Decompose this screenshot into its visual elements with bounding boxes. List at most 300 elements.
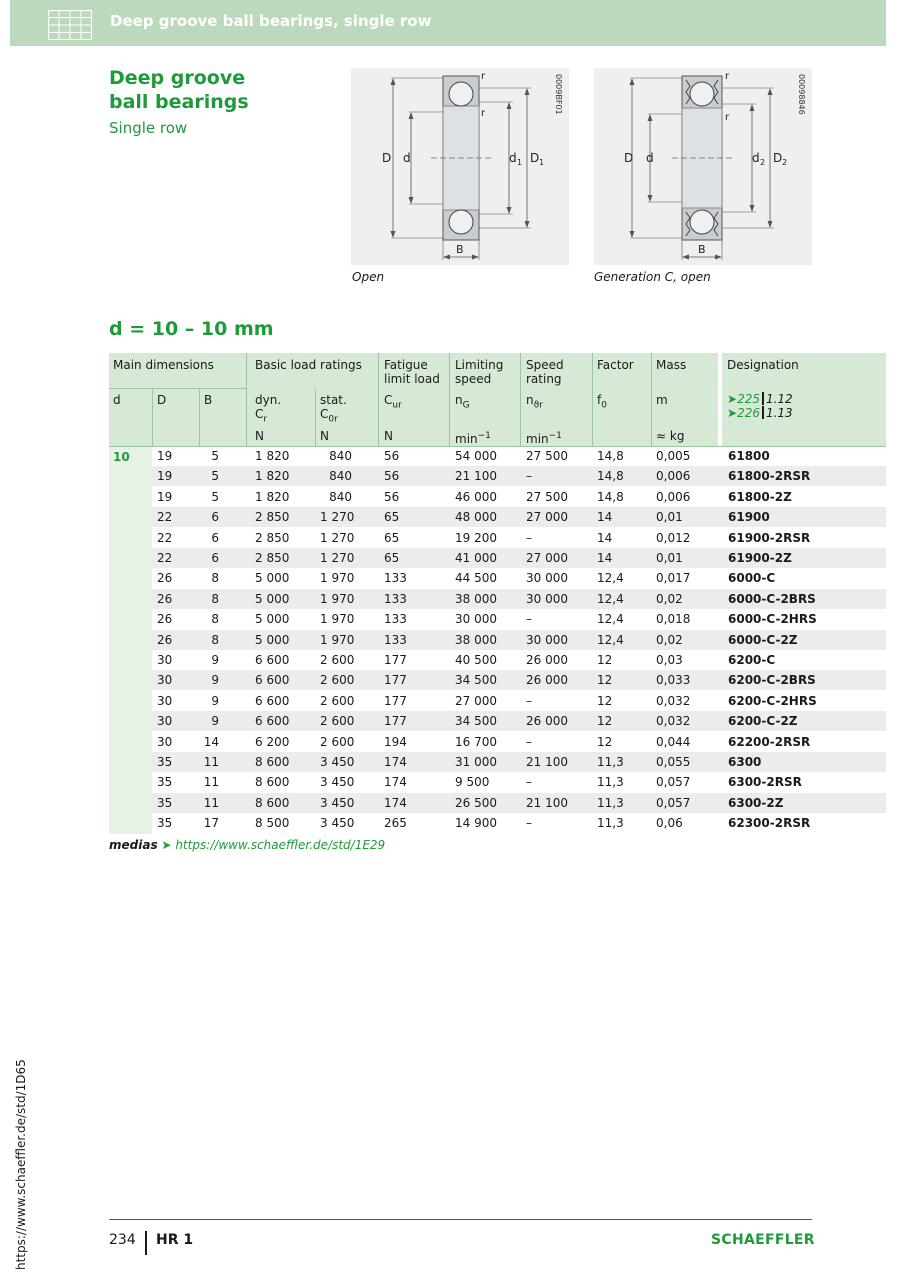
unit-limiting-exp: −1: [477, 431, 491, 441]
cell-D: 30: [157, 734, 173, 749]
cell-B: 11: [203, 795, 219, 810]
symbol-nG-sub: G: [462, 400, 470, 411]
dim-B-label: B: [456, 243, 464, 256]
cell-B: 11: [203, 775, 219, 790]
footer-rule: [109, 1219, 812, 1220]
col-divider: [592, 353, 593, 446]
cell-C0r: 840: [329, 489, 352, 504]
designation-refs: [727, 392, 793, 420]
cell-nr: 30 000: [526, 591, 568, 606]
figure-code: 00098846: [797, 74, 806, 115]
cell-f0: 11,3: [597, 755, 624, 769]
table-row: [152, 528, 886, 548]
cell-f0: 12: [597, 653, 613, 667]
cell-Cur: 56: [384, 489, 400, 504]
cell-C0r: 1 970: [320, 591, 355, 606]
cell-Cur: 177: [384, 653, 407, 667]
cell-B: 17: [203, 816, 219, 831]
header-limiting-speed: [455, 358, 503, 386]
cell-Cur: 133: [384, 591, 407, 606]
dim-B-label: B: [698, 243, 706, 256]
symbol-f0: [597, 393, 607, 412]
table-row: [152, 813, 886, 833]
symbol-nr-sub: ϑr: [533, 400, 543, 411]
cell-C0r: 1 970: [320, 612, 355, 627]
medias-link[interactable]: [109, 838, 385, 852]
cell-D: 19: [157, 489, 173, 504]
cell-D: 22: [157, 530, 173, 545]
header-mass: Mass: [656, 358, 687, 372]
cell-Cur: 194: [384, 734, 407, 749]
header-basic-load-ratings: Basic load ratings: [255, 358, 362, 372]
cell-B: 8: [211, 571, 219, 586]
cell-nG: 46 000: [455, 489, 497, 504]
header-speed-rating: [526, 358, 564, 386]
cell-C0r: 1 270: [320, 530, 355, 545]
cell-designation: 6000-C-2Z: [728, 632, 798, 647]
table-row: [152, 691, 886, 711]
cell-designation: 6300-2Z: [728, 795, 784, 810]
cell-B: 8: [211, 591, 219, 606]
cell-nr: –: [526, 612, 532, 627]
cell-Cr: 2 850: [255, 551, 290, 565]
cell-f0: 14: [597, 551, 613, 565]
table-row: [152, 630, 886, 650]
header-bar: [10, 0, 886, 46]
cell-nG: 9 500: [455, 775, 490, 790]
cell-nG: 30 000: [455, 612, 497, 627]
header-speed-line1: Speed: [526, 358, 564, 372]
arrow-right-icon: ➤: [161, 838, 172, 852]
cell-mass: 0,006: [656, 469, 691, 484]
cell-C0r: 3 450: [320, 755, 355, 769]
cell-C0r: 2 600: [320, 714, 355, 729]
cell-C0r: 3 450: [320, 775, 355, 790]
table-row: [152, 487, 886, 507]
cell-Cr: 5 000: [255, 591, 290, 606]
cell-Cr: 8 500: [255, 816, 290, 831]
cell-C0r: 1 970: [320, 571, 355, 586]
cell-D: 19: [157, 469, 173, 484]
table-row: [152, 650, 886, 670]
unit-speed-main: min: [526, 432, 549, 446]
symbol-stat-label: stat.: [320, 393, 347, 407]
cell-nG: 34 500: [455, 673, 497, 688]
cell-Cur: 174: [384, 755, 407, 769]
cell-f0: 12,4: [597, 632, 624, 647]
cell-designation: 6200-C: [728, 653, 776, 667]
cell-Cur: 177: [384, 673, 407, 688]
cell-mass: 0,033: [656, 673, 691, 688]
cell-B: 14: [203, 734, 219, 749]
product-title: [109, 66, 249, 114]
header-fatigue-limit-load: [384, 358, 440, 386]
cell-nG: 38 000: [455, 632, 497, 647]
header-limiting-line1: Limiting: [455, 358, 504, 372]
cell-nr: –: [526, 530, 532, 545]
cell-mass: 0,005: [656, 449, 691, 463]
cell-Cr: 5 000: [255, 632, 290, 647]
page-number: 234: [109, 1232, 136, 1248]
cell-Cur: 56: [384, 449, 400, 463]
figure-caption: Generation C, open: [594, 270, 711, 284]
dim-D2-label: D: [773, 151, 783, 165]
dim-D-label: D: [624, 151, 634, 165]
dim-r-label: r: [725, 71, 730, 82]
cell-Cur: 177: [384, 693, 407, 708]
col-divider: [449, 353, 450, 446]
cell-nr: 27 500: [526, 449, 568, 463]
side-url[interactable]: https://www.schaeffler.de/std/1D65: [14, 1059, 28, 1270]
cell-designation: 6000-C: [728, 571, 776, 586]
unit-speed-exp: −1: [548, 431, 562, 441]
unit-limiting-main: min: [455, 432, 478, 446]
figure-code: 0009BF01: [554, 74, 563, 115]
cell-D: 35: [157, 795, 173, 810]
cell-B: 11: [203, 755, 219, 769]
cell-designation: 6000-C-2HRS: [728, 612, 817, 627]
brand-logo: SCHAEFFLER: [711, 1232, 815, 1248]
cell-nG: 19 200: [455, 530, 497, 545]
cell-f0: 12: [597, 734, 613, 749]
symbol-Cur: [384, 393, 402, 412]
cell-designation: 6000-C-2BRS: [728, 591, 816, 606]
cell-f0: 14: [597, 530, 613, 545]
dim-d2-label: d: [752, 151, 760, 165]
cell-mass: 0,012: [656, 530, 691, 545]
cell-Cur: 133: [384, 571, 407, 586]
unit-fatigue: N: [384, 429, 393, 443]
cell-C0r: 3 450: [320, 795, 355, 810]
cell-nr: 26 000: [526, 714, 568, 729]
cell-C0r: 1 270: [320, 510, 355, 525]
cell-C0r: 840: [329, 469, 352, 484]
table-row: [152, 670, 886, 690]
cell-D: 30: [157, 714, 173, 729]
cell-mass: 0,044: [656, 734, 691, 749]
cell-nG: 16 700: [455, 734, 497, 749]
cell-mass: 0,018: [656, 612, 691, 627]
dim-D1-label: D: [530, 151, 540, 165]
cell-C0r: 1 970: [320, 632, 355, 647]
table-row: [152, 752, 886, 772]
cell-nG: 41 000: [455, 551, 497, 565]
table-row: [152, 732, 886, 752]
cell-designation: 6200-C-2HRS: [728, 693, 817, 708]
table-row: [152, 466, 886, 486]
cell-designation: 61800-2Z: [728, 489, 792, 504]
cell-designation: 62200-2RSR: [728, 734, 811, 749]
cell-f0: 11,3: [597, 775, 624, 790]
cell-D: 26: [157, 612, 173, 627]
symbol-nr: [526, 393, 543, 412]
cell-B: 9: [211, 653, 219, 667]
cell-mass: 0,017: [656, 571, 691, 586]
cell-nr: 21 100: [526, 795, 568, 810]
figure-open: [351, 68, 569, 265]
cell-nr: –: [526, 816, 532, 831]
cell-Cr: 1 820: [255, 449, 290, 463]
cell-nr: 27 000: [526, 551, 568, 565]
cell-nr: 27 000: [526, 510, 568, 525]
header-main-dimensions: Main dimensions: [113, 358, 214, 372]
col-divider: [520, 353, 521, 446]
cell-B: 8: [211, 612, 219, 627]
dim-r-label-inner: r: [725, 112, 730, 123]
bearing-generation-c-drawing: [594, 68, 812, 265]
symbol-Cr-sub: r: [263, 414, 268, 425]
cell-D: 22: [157, 551, 173, 565]
cell-C0r: 2 600: [320, 653, 355, 667]
reference-separator: [762, 392, 764, 405]
cell-nr: 30 000: [526, 571, 568, 586]
cell-nr: 26 000: [526, 673, 568, 688]
cell-designation: 61900: [728, 510, 770, 525]
cell-designation: 61800: [728, 449, 770, 463]
cell-f0: 14,8: [597, 449, 624, 463]
cell-B: 6: [211, 551, 219, 565]
cell-f0: 12,4: [597, 591, 624, 606]
table-row: [152, 793, 886, 813]
header-limiting-line2: speed: [455, 372, 492, 386]
table-row: [152, 589, 886, 609]
symbol-D: D: [157, 393, 167, 407]
dim-d2-sub: 2: [760, 158, 766, 167]
cell-mass: 0,032: [656, 714, 691, 729]
cell-D: 19: [157, 449, 173, 463]
catalog-name: HR 1: [156, 1232, 194, 1248]
cell-f0: 12,4: [597, 571, 624, 586]
arrow-right-icon: ➤: [727, 406, 738, 420]
dim-d-label: d: [646, 151, 654, 165]
table-row: [152, 609, 886, 629]
cell-mass: 0,06: [656, 816, 683, 831]
symbol-m: m: [656, 393, 668, 407]
cell-D: 30: [157, 653, 173, 667]
cell-Cur: 65: [384, 530, 400, 545]
cell-Cr: 8 600: [255, 755, 290, 769]
medias-url[interactable]: https://www.schaeffler.de/std/1E29: [175, 838, 386, 852]
cell-Cr: 8 600: [255, 795, 290, 810]
cell-Cur: 177: [384, 714, 407, 729]
dim-d-label: d: [403, 151, 411, 165]
cell-nG: 40 500: [455, 653, 497, 667]
cell-nG: 14 900: [455, 816, 497, 831]
symbol-d: d: [113, 393, 121, 407]
cell-D: 35: [157, 755, 173, 769]
cell-B: 5: [211, 469, 219, 484]
cell-nr: –: [526, 775, 532, 790]
cell-D: 35: [157, 775, 173, 790]
cell-B: 8: [211, 632, 219, 647]
cell-mass: 0,02: [656, 591, 683, 606]
product-title-line1: Deep groove: [109, 67, 246, 89]
symbol-f0-main: f: [597, 393, 602, 407]
cell-nG: 34 500: [455, 714, 497, 729]
col-divider: [651, 353, 652, 446]
cell-D: 26: [157, 571, 173, 586]
col-divider: [378, 353, 379, 446]
cell-Cr: 6 600: [255, 653, 290, 667]
cell-nr: –: [526, 469, 532, 484]
cell-designation: 6300: [728, 755, 762, 769]
cell-D: 30: [157, 673, 173, 688]
symbol-nG: [455, 393, 470, 412]
dim-r-label: r: [481, 71, 486, 82]
col-divider: [315, 389, 316, 446]
unit-speed: [526, 429, 562, 446]
cell-designation: 6300-2RSR: [728, 775, 802, 790]
cell-mass: 0,006: [656, 489, 691, 504]
cell-D: 26: [157, 591, 173, 606]
header-fatigue-line1: Fatigue: [384, 358, 428, 372]
reference-section-2: 1.13: [765, 406, 793, 420]
d-value: 10: [113, 450, 130, 464]
dim-D2-sub: 2: [782, 158, 788, 167]
cell-nr: 21 100: [526, 755, 568, 769]
cell-Cur: 265: [384, 816, 407, 831]
header-fatigue-line2: limit load: [384, 372, 440, 386]
cell-Cr: 2 850: [255, 530, 290, 545]
figure-caption: Open: [352, 270, 385, 284]
cell-nG: 26 500: [455, 795, 497, 810]
cell-f0: 14,8: [597, 469, 624, 484]
cell-f0: 12,4: [597, 612, 624, 627]
cell-B: 6: [211, 510, 219, 525]
cell-B: 9: [211, 673, 219, 688]
cell-C0r: 2 600: [320, 693, 355, 708]
unit-stat: N: [320, 429, 329, 443]
figure-generation-c: [594, 68, 812, 265]
cell-f0: 12: [597, 714, 613, 729]
cell-mass: 0,032: [656, 693, 691, 708]
header-designation: Designation: [727, 358, 799, 372]
symbol-C0r-sub: 0r: [328, 414, 338, 425]
product-subtitle: Single row: [109, 119, 188, 137]
cell-C0r: 840: [329, 449, 352, 463]
cell-Cr: 8 600: [255, 775, 290, 790]
cell-designation: 61800-2RSR: [728, 469, 811, 484]
d-column-background: [109, 447, 152, 834]
reference-section-1: 1.12: [765, 392, 793, 406]
cell-C0r: 2 600: [320, 673, 355, 688]
col-divider: [152, 389, 153, 446]
footer-separator: [145, 1231, 147, 1255]
cell-Cr: 6 600: [255, 714, 290, 729]
symbol-C0r: C: [320, 407, 329, 421]
cell-nG: 54 000: [455, 449, 497, 463]
cell-Cr: 1 820: [255, 489, 290, 504]
dim-D1-sub: 1: [539, 158, 545, 167]
cell-B: 6: [211, 530, 219, 545]
unit-mass: ≈ kg: [656, 429, 685, 443]
cell-Cr: 6 200: [255, 734, 290, 749]
table-row: [152, 772, 886, 792]
cell-mass: 0,03: [656, 653, 683, 667]
dim-d1-sub: 1: [517, 158, 523, 167]
cell-nG: 44 500: [455, 571, 497, 586]
cell-nG: 38 000: [455, 591, 497, 606]
cell-D: 22: [157, 510, 173, 525]
symbol-Cr: C: [255, 407, 264, 421]
cell-Cr: 5 000: [255, 612, 290, 627]
cell-mass: 0,057: [656, 775, 691, 790]
unit-dyn: N: [255, 429, 264, 443]
cell-D: 35: [157, 816, 173, 831]
col-divider: [246, 353, 247, 446]
table-row: [152, 446, 886, 466]
cell-Cr: 2 850: [255, 510, 290, 525]
cell-nG: 21 100: [455, 469, 497, 484]
table-row: [152, 548, 886, 568]
reference-page-1: 225: [737, 392, 760, 406]
symbol-stat: [320, 393, 347, 426]
cell-Cr: 5 000: [255, 571, 290, 586]
cell-f0: 11,3: [597, 816, 624, 831]
header-divider: [109, 388, 246, 389]
cell-mass: 0,02: [656, 632, 683, 647]
cell-designation: 6200-C-2BRS: [728, 673, 816, 688]
cell-B: 9: [211, 693, 219, 708]
cell-designation: 61900-2RSR: [728, 530, 811, 545]
symbol-f0-sub: 0: [601, 400, 607, 411]
cell-mass: 0,01: [656, 510, 683, 525]
cell-B: 5: [211, 489, 219, 504]
symbol-nG-main: n: [455, 393, 463, 407]
cell-nr: 27 500: [526, 489, 568, 504]
cell-Cur: 65: [384, 551, 400, 565]
cell-Cur: 133: [384, 612, 407, 627]
dim-D-label: D: [382, 151, 392, 165]
symbol-dyn: [255, 393, 281, 426]
dim-r-label-inner: r: [481, 108, 486, 119]
table-row: [152, 507, 886, 527]
cell-D: 26: [157, 632, 173, 647]
cell-mass: 0,01: [656, 551, 683, 565]
cell-Cr: 1 820: [255, 469, 290, 484]
table-row: [152, 711, 886, 731]
reference-link-1[interactable]: [727, 392, 793, 406]
dimension-range-title: d = 10 – 10 mm: [109, 318, 274, 340]
cell-D: 30: [157, 693, 173, 708]
reference-link-2[interactable]: [727, 406, 793, 420]
cell-nG: 27 000: [455, 693, 497, 708]
cell-designation: 61900-2Z: [728, 551, 792, 565]
symbol-B: B: [204, 393, 213, 407]
cell-f0: 12: [597, 673, 613, 688]
cell-Cr: 6 600: [255, 673, 290, 688]
cell-f0: 11,3: [597, 795, 624, 810]
medias-label: medias: [109, 838, 158, 852]
arrow-right-icon: ➤: [727, 392, 738, 406]
cell-Cur: 56: [384, 469, 400, 484]
cell-C0r: 2 600: [320, 734, 355, 749]
product-title-line2: ball bearings: [109, 91, 249, 113]
reference-separator: [762, 406, 764, 419]
cell-mass: 0,057: [656, 795, 691, 810]
table-grid-icon: [48, 10, 92, 40]
symbol-dyn-label: dyn.: [255, 393, 282, 407]
cell-Cur: 65: [384, 510, 400, 525]
cell-Cur: 174: [384, 775, 407, 790]
cell-nG: 48 000: [455, 510, 497, 525]
symbol-nr-main: n: [526, 393, 534, 407]
col-divider: [199, 389, 200, 446]
bearing-open-drawing: [351, 68, 569, 265]
cell-f0: 14: [597, 510, 613, 525]
table-row: [152, 568, 886, 588]
header-title: Deep groove ball bearings, single row: [110, 12, 432, 30]
